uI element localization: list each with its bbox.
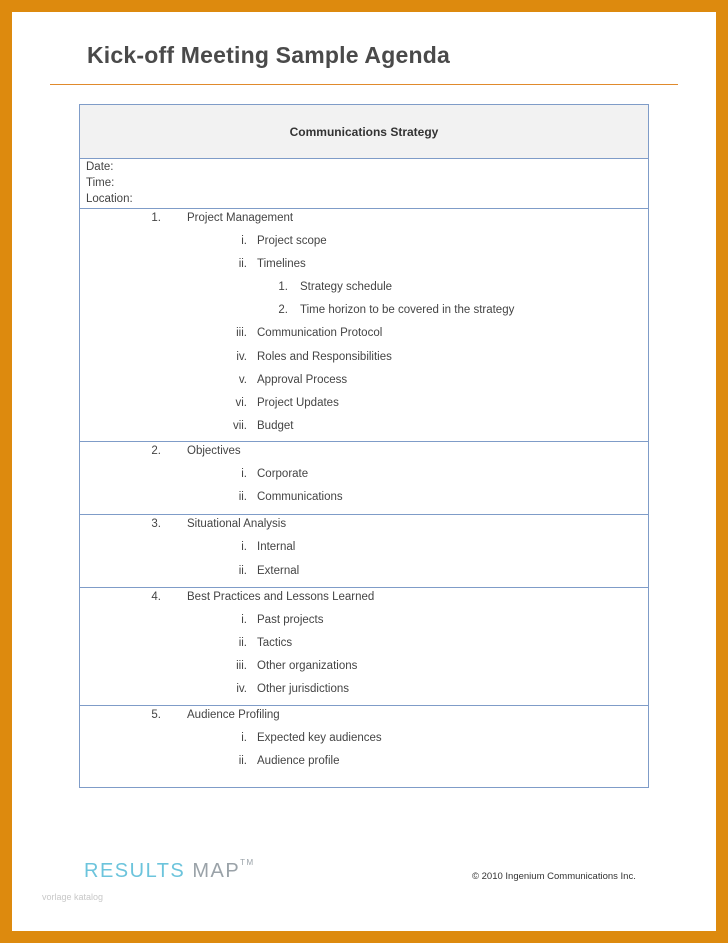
section-heading xyxy=(80,211,648,225)
item-number: vi. xyxy=(235,397,247,409)
section-heading xyxy=(80,590,648,604)
subitem-number: 2. xyxy=(278,304,288,316)
item-label: Roles and Responsibilities xyxy=(257,351,392,363)
subitem-label: Time horizon to be covered in the strategy xyxy=(300,304,515,316)
item-label: Tactics xyxy=(257,637,293,649)
list-item xyxy=(80,257,648,271)
list-item xyxy=(80,234,648,248)
section-title: Audience Profiling xyxy=(187,709,280,721)
copyright-notice: © 2010 Ingenium Communications Inc. xyxy=(472,871,636,882)
item-label: Expected key audiences xyxy=(257,732,382,744)
agenda-section-project-management xyxy=(80,209,648,442)
document-page xyxy=(12,12,716,931)
item-number: ii. xyxy=(238,491,247,503)
item-number: ii. xyxy=(238,755,247,767)
agenda-section-audience-profiling xyxy=(80,706,648,792)
section-number: 3. xyxy=(151,518,161,530)
title-divider xyxy=(50,84,678,85)
item-label: Timelines xyxy=(257,258,306,270)
section-title: Best Practices and Lessons Learned xyxy=(187,591,375,603)
section-number: 1. xyxy=(151,212,161,224)
list-item xyxy=(80,564,648,578)
list-item xyxy=(80,326,648,340)
section-heading xyxy=(80,444,648,458)
item-number: ii. xyxy=(238,258,247,270)
item-label: Other jurisdictions xyxy=(257,683,350,695)
list-item xyxy=(80,373,648,387)
subitem-number: 1. xyxy=(278,281,288,293)
item-label: Past projects xyxy=(257,614,324,626)
item-label: Approval Process xyxy=(257,374,348,386)
item-number: iii. xyxy=(236,327,247,339)
item-label: Internal xyxy=(257,541,296,553)
item-number: vii. xyxy=(232,420,247,432)
list-item xyxy=(80,682,648,696)
location-label: Location: xyxy=(86,193,133,205)
section-heading xyxy=(80,517,648,531)
item-number: v. xyxy=(238,374,247,386)
section-number: 5. xyxy=(151,709,161,721)
list-item xyxy=(80,419,648,433)
item-number: i. xyxy=(241,235,247,247)
watermark-text: vorlage katalog xyxy=(42,892,104,902)
item-label: Corporate xyxy=(257,468,309,480)
list-item xyxy=(80,350,648,364)
list-subitem xyxy=(80,303,648,317)
date-label: Date: xyxy=(86,161,114,173)
item-number: i. xyxy=(241,614,247,626)
section-number: 2. xyxy=(151,445,161,457)
list-item xyxy=(80,396,648,410)
item-label: Project scope xyxy=(257,235,327,247)
item-number: ii. xyxy=(238,565,247,577)
table-header xyxy=(80,105,648,159)
section-heading xyxy=(80,708,648,722)
section-title: Objectives xyxy=(187,445,241,457)
table-header-label: Communications Strategy xyxy=(289,124,439,139)
item-label: Project Updates xyxy=(257,397,339,409)
results-map-logo xyxy=(84,860,255,883)
list-item xyxy=(80,490,648,504)
item-number: iv. xyxy=(236,683,247,695)
item-label: Communications xyxy=(257,491,343,503)
item-number: i. xyxy=(241,541,247,553)
section-number: 4. xyxy=(151,591,161,603)
agenda-section-situational-analysis xyxy=(80,515,648,588)
agenda-section-best-practices xyxy=(80,588,648,706)
list-item xyxy=(80,659,648,673)
item-label: Other organizations xyxy=(257,660,358,672)
item-number: i. xyxy=(241,468,247,480)
logo-word-map: MAP xyxy=(192,860,241,882)
subitem-label: Strategy schedule xyxy=(300,281,393,293)
logo-trademark: TM xyxy=(240,858,255,867)
list-item xyxy=(80,731,648,745)
item-label: Budget xyxy=(257,420,294,432)
agenda-section-objectives xyxy=(80,442,648,515)
list-item xyxy=(80,467,648,481)
agenda-table xyxy=(79,104,649,788)
item-number: iii. xyxy=(236,660,247,672)
section-title: Situational Analysis xyxy=(187,518,287,530)
meeting-details xyxy=(80,159,648,209)
item-number: i. xyxy=(241,732,247,744)
list-item xyxy=(80,540,648,554)
list-item xyxy=(80,636,648,650)
item-label: Communication Protocol xyxy=(257,327,383,339)
time-label: Time: xyxy=(86,177,115,189)
page-title: Kick-off Meeting Sample Agenda xyxy=(87,42,450,68)
list-subitem xyxy=(80,280,648,294)
item-label: External xyxy=(257,565,300,577)
item-number: iv. xyxy=(236,351,247,363)
item-label: Audience profile xyxy=(257,755,340,767)
list-item xyxy=(80,754,648,768)
logo-word-results: RESULTS xyxy=(84,860,186,882)
item-number: ii. xyxy=(238,637,247,649)
list-item xyxy=(80,613,648,627)
section-title: Project Management xyxy=(187,212,294,224)
